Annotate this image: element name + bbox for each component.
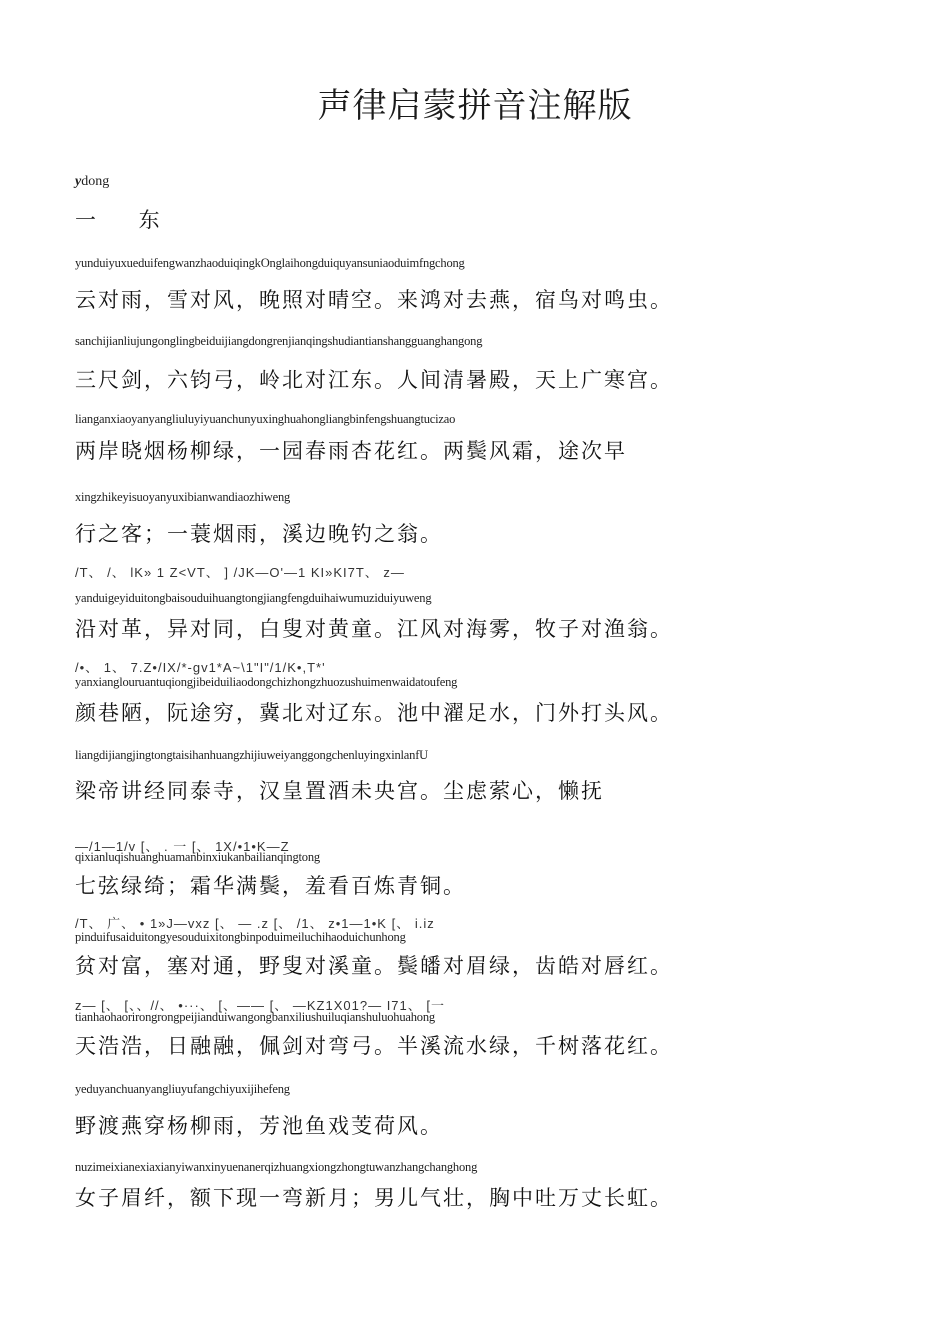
verse-line: 三尺剑，六钧弓，岭北对江东。人间清暑殿，天上广寒宫。 xyxy=(75,368,673,392)
verse-line: 两岸晓烟杨柳绿，一园春雨杏花红。两鬓风霜，途次早 xyxy=(75,439,627,463)
ocr-noise-line: —/1—1/v [、 . 一 [、 1X/•1•K—Z xyxy=(75,839,290,854)
pinyin-line: yeduyanchuanyangliuyufangchiyuxijihefeng xyxy=(75,1082,290,1096)
page-title: 声律启蒙拼音注解版 xyxy=(317,86,633,126)
ocr-noise-line: /T、 /、 lK» 1 Z<VT、 ] /JK—O'—1 KI»KI7T、 z— xyxy=(75,565,405,580)
pinyin-line: yanduigeyiduitongbaisouduihuangtongjiangfengduihaiwumuziduiyuweng xyxy=(75,591,432,605)
ocr-noise-line: z— [、 [、、//、 •···、 [、—— [、 —KZ1X01?— I71、 [一 xyxy=(75,998,445,1013)
verse-line: 行之客；一蓑烟雨，溪边晚钓之翁。 xyxy=(75,522,443,546)
pinyin-line: nuzimeixianexiaxianyiwanxinyuenanerqizhuangxiongzhongtuwanzhangchanghong xyxy=(75,1160,478,1174)
ocr-noise-line: /T、 广、 • 1»J—vxz [、 — .z [、 /1、 z•1—1•K [、 i.iz xyxy=(75,916,435,931)
pinyin-line: yanxianglouruantuqiongjibeiduiliaodongchizhongzhuozushuimenwaidatoufeng xyxy=(75,675,458,689)
pinyin-line: qixianluqishuanghuamanbinxiukanbailianqingtong xyxy=(75,850,320,864)
verse-line: 野渡燕穿杨柳雨，芳池鱼戏芰荷风。 xyxy=(75,1114,443,1138)
section-pinyin-prefix: y xyxy=(75,174,82,189)
pinyin-line: xingzhikeyisuoyanyuxibianwandiaozhiweng xyxy=(75,490,291,504)
verse-line: 天浩浩，日融融，佩剑对弯弓。半溪流水绿，千树落花红。 xyxy=(75,1034,673,1058)
section-pinyin xyxy=(75,174,109,190)
verse-line: 云对雨，雪对风，晚照对晴空。来鸿对去燕，宿鸟对鸣虫。 xyxy=(75,288,673,312)
verse-line: 沿对革，异对同，白叟对黄童。江风对海雾，牧子对渔翁。 xyxy=(75,617,673,641)
verse-line: 颜巷陋，阮途穷，冀北对辽东。池中濯足水，门外打头风。 xyxy=(75,701,673,725)
pinyin-line: sanchijianliujungonglingbeiduijiangdongrenjianqingshudiantianshangguanghangong xyxy=(75,334,483,348)
pinyin-line: pinduifusaiduitongyesouduixitongbinpoduimeiluchihaoduichunhong xyxy=(75,930,406,944)
section-heading: 一 东 xyxy=(75,208,178,232)
pinyin-line: tianhaohaorirongrongpeijianduiwangongbanxiliushuiluqianshuluohuahong xyxy=(75,1010,435,1024)
pinyin-line: yunduiyuxueduifengwanzhaoduiqingkOnglaihongduiquyansuniaoduimfngchong xyxy=(75,256,465,270)
verse-line: 七弦绿绮；霜华满鬓，羞看百炼青铜。 xyxy=(75,874,466,898)
verse-line: 贫对富，塞对通，野叟对溪童。鬓皤对眉绿，齿皓对唇红。 xyxy=(75,954,673,978)
verse-line: 梁帝讲经同泰寺，汉皇置酒未央宫。尘虑萦心，懒抚 xyxy=(75,779,604,803)
pinyin-line: liangdijiangjingtongtaisihanhuangzhijiuweiyanggongchenluyingxinlanfU xyxy=(75,748,428,762)
section-pinyin-rest: dong xyxy=(81,174,110,189)
pinyin-line: lianganxiaoyanyangliuluyiyuanchunyuxinghuahongliangbinfengshuangtucizao xyxy=(75,412,456,426)
verse-line: 女子眉纤，额下现一弯新月；男儿气壮，胸中吐万丈长虹。 xyxy=(75,1186,673,1210)
ocr-noise-line: /•、 1、 7.Z•/IX/*-gv1*A~\1"I"/1/K•,T*' xyxy=(75,660,326,675)
